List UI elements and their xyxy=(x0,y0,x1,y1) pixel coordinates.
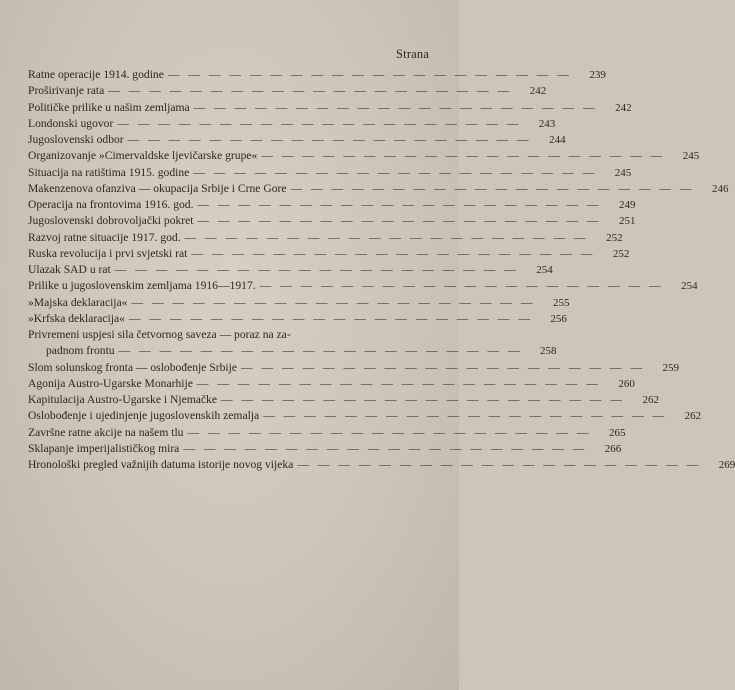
toc-entry-page: 266 xyxy=(604,442,622,455)
leader-dashes: — — — — — — — — — — — — — — — — — — — — xyxy=(187,425,592,439)
toc-entry-title: Razvoj ratne situacije 1917. god. xyxy=(28,230,181,244)
leader-dashes: — — — — — — — — — — — — — — — — — — — — xyxy=(127,133,532,146)
toc-entry-page: 243 xyxy=(538,117,556,130)
toc-entry xyxy=(28,197,636,213)
leader-dashes: — — — — — — — — — — — — — — — — — — — — xyxy=(108,84,513,98)
toc-entry xyxy=(28,165,632,181)
toc-entry xyxy=(28,360,679,376)
leader-dashes: — — — — — — — — — — — — — — — — — — — — xyxy=(290,181,695,195)
toc-entry-page: 262 xyxy=(684,410,702,423)
toc-entry-page: 262 xyxy=(642,394,659,406)
leader-dashes: — — — — — — — — — — — — — — — — — — — — xyxy=(183,441,588,455)
toc-entry xyxy=(28,311,567,327)
toc-entry-page: 239 xyxy=(589,69,606,81)
toc-entry-title: Agonija Austro-Ugarske Monarhije xyxy=(28,376,193,390)
toc-entry-page: 251 xyxy=(618,215,636,228)
toc-entry xyxy=(28,278,698,294)
toc-entry-page: 242 xyxy=(529,85,547,98)
leader-dashes: — — — — — — — — — — — — — — — — — — — — xyxy=(184,230,589,244)
toc-entry-page: 252 xyxy=(612,247,630,260)
toc-entry-title: Makenzenova ofanziva — okupacija Srbije i Crne Gore xyxy=(28,181,287,195)
toc-entry-title: Prilike u jugoslovenskim zemljama 1916—1917. xyxy=(28,279,256,293)
toc-entry-title-continued: padnom frontu xyxy=(46,344,115,358)
toc-entry xyxy=(28,457,735,473)
page-column-header: Strana xyxy=(396,47,430,61)
toc-entry-title: Operacija na frontovima 1916. god. xyxy=(28,198,194,211)
toc-entry-page: 256 xyxy=(550,312,567,325)
leader-dashes: — — — — — — — — — — — — — — — — — — — — xyxy=(117,116,522,130)
toc-entry-page: 265 xyxy=(608,426,626,439)
leader-dashes: — — — — — — — — — — — — — — — — — — — — xyxy=(167,68,572,81)
toc-entry xyxy=(28,295,570,311)
toc-entry-page: 254 xyxy=(681,280,698,293)
leader-dashes: — — — — — — — — — — — — — — — — — — — — xyxy=(193,100,598,114)
toc-entry xyxy=(28,100,632,116)
leader-dashes: — — — — — — — — — — — — — — — — — — — — xyxy=(263,409,668,423)
toc-entry-title: »Krfska deklaracija« xyxy=(28,311,125,325)
toc-entry xyxy=(28,181,729,197)
toc-entry-title: Jugoslovenski dobrovoljački pokret xyxy=(28,214,194,228)
toc-entry xyxy=(28,327,557,360)
toc-entry-page: 244 xyxy=(549,134,566,146)
toc-entry xyxy=(28,213,636,229)
toc-entry-page: 258 xyxy=(540,345,557,358)
leader-dashes: — — — — — — — — — — — — — — — — — — — — xyxy=(191,246,596,260)
leader-dashes: — — — — — — — — — — — — — — — — — — — — xyxy=(193,165,598,179)
toc-entry xyxy=(28,230,623,246)
toc-entry xyxy=(28,376,635,392)
leader-dashes: — — — — — — — — — — — — — — — — — — — — xyxy=(196,376,601,390)
leader-dashes: — — — — — — — — — — — — — — — — — — — — xyxy=(297,458,702,471)
leader-dashes: — — — — — — — — — — — — — — — — — — — — xyxy=(261,149,666,163)
toc-entry-page: 245 xyxy=(682,150,700,163)
toc-entry-title: Slom solunskog fronta — oslobođenje Srbije xyxy=(28,360,237,374)
toc-entry-page: 269 xyxy=(718,459,735,471)
table-of-contents xyxy=(28,67,735,473)
toc-entry-title: Hronološki pregled važnijih datuma istorije novog vijeka xyxy=(28,458,294,471)
toc-entry xyxy=(28,83,547,99)
toc-entry xyxy=(28,392,659,408)
toc-entry-page: 246 xyxy=(711,182,729,195)
toc-entry-page: 260 xyxy=(618,377,635,390)
leader-dashes: — — — — — — — — — — — — — — — — — — — — xyxy=(114,263,519,276)
leader-dashes: — — — — — — — — — — — — — — — — — — — — xyxy=(131,295,536,309)
toc-entry xyxy=(28,116,556,132)
toc-entry xyxy=(28,408,702,424)
leader-dashes: — — — — — — — — — — — — — — — — — — — — xyxy=(197,214,602,228)
toc-entry-page: 255 xyxy=(552,296,570,309)
leader-dashes: — — — — — — — — — — — — — — — — — — — — xyxy=(197,198,602,211)
leader-dashes: — — — — — — — — — — — — — — — — — — — — xyxy=(128,311,533,325)
toc-entry-title: Ruska revolucija i prvi svjetski rat xyxy=(28,246,188,260)
toc-entry-page: 245 xyxy=(614,166,632,179)
toc-entry-title: Političke prilike u našim zemljama xyxy=(28,100,190,114)
toc-entry xyxy=(28,67,606,83)
toc-entry-title: Kapitulacija Austro-Ugarske i Njemačke xyxy=(28,393,217,406)
toc-entry xyxy=(28,262,553,278)
toc-entry-title: Jugoslovenski odbor xyxy=(28,133,124,146)
leader-dashes: — — — — — — — — — — — — — — — — — — — — xyxy=(220,393,625,406)
leader-dashes: — — — — — — — — — — — — — — — — — — — — xyxy=(241,360,645,374)
toc-entry xyxy=(28,246,630,262)
toc-entry-title: Završne ratne akcije na našem tlu xyxy=(28,425,184,439)
toc-entry xyxy=(28,132,566,148)
toc-entry-page: 259 xyxy=(662,361,679,374)
toc-entry-title: Oslobođenje i ujedinjenje jugoslovenskih zemalja xyxy=(28,409,260,423)
toc-entry-title: Privremeni uspjesi sila četvornog saveza — poraz na za- xyxy=(28,328,291,341)
toc-entry-title: Situacija na ratištima 1915. godine xyxy=(28,165,190,179)
toc-entry-title: Proširivanje rata xyxy=(28,84,105,98)
toc-entry-title: Ulazak SAD u rat xyxy=(28,263,111,276)
toc-entry-page: 249 xyxy=(618,199,636,211)
leader-dashes: — — — — — — — — — — — — — — — — — — — — xyxy=(118,344,523,358)
toc-entry-title: Ratne operacije 1914. godine xyxy=(28,68,164,81)
toc-entry-title: Sklapanje imperijalističkog mira xyxy=(28,441,180,455)
toc-entry-page: 242 xyxy=(615,101,632,114)
toc-entry-title: Londonski ugovor xyxy=(28,116,114,130)
toc-entry-page: 254 xyxy=(536,264,553,276)
toc-entry xyxy=(28,425,626,441)
leader-dashes: — — — — — — — — — — — — — — — — — — — — xyxy=(259,279,664,293)
toc-entry xyxy=(28,441,622,457)
toc-entry xyxy=(28,148,700,164)
toc-entry-title: »Majska deklaracija« xyxy=(28,295,128,309)
toc-entry-title: Organizovanje »Cimervaldske ljevičarske grupe« xyxy=(28,149,258,163)
toc-entry-page: 252 xyxy=(606,231,623,244)
